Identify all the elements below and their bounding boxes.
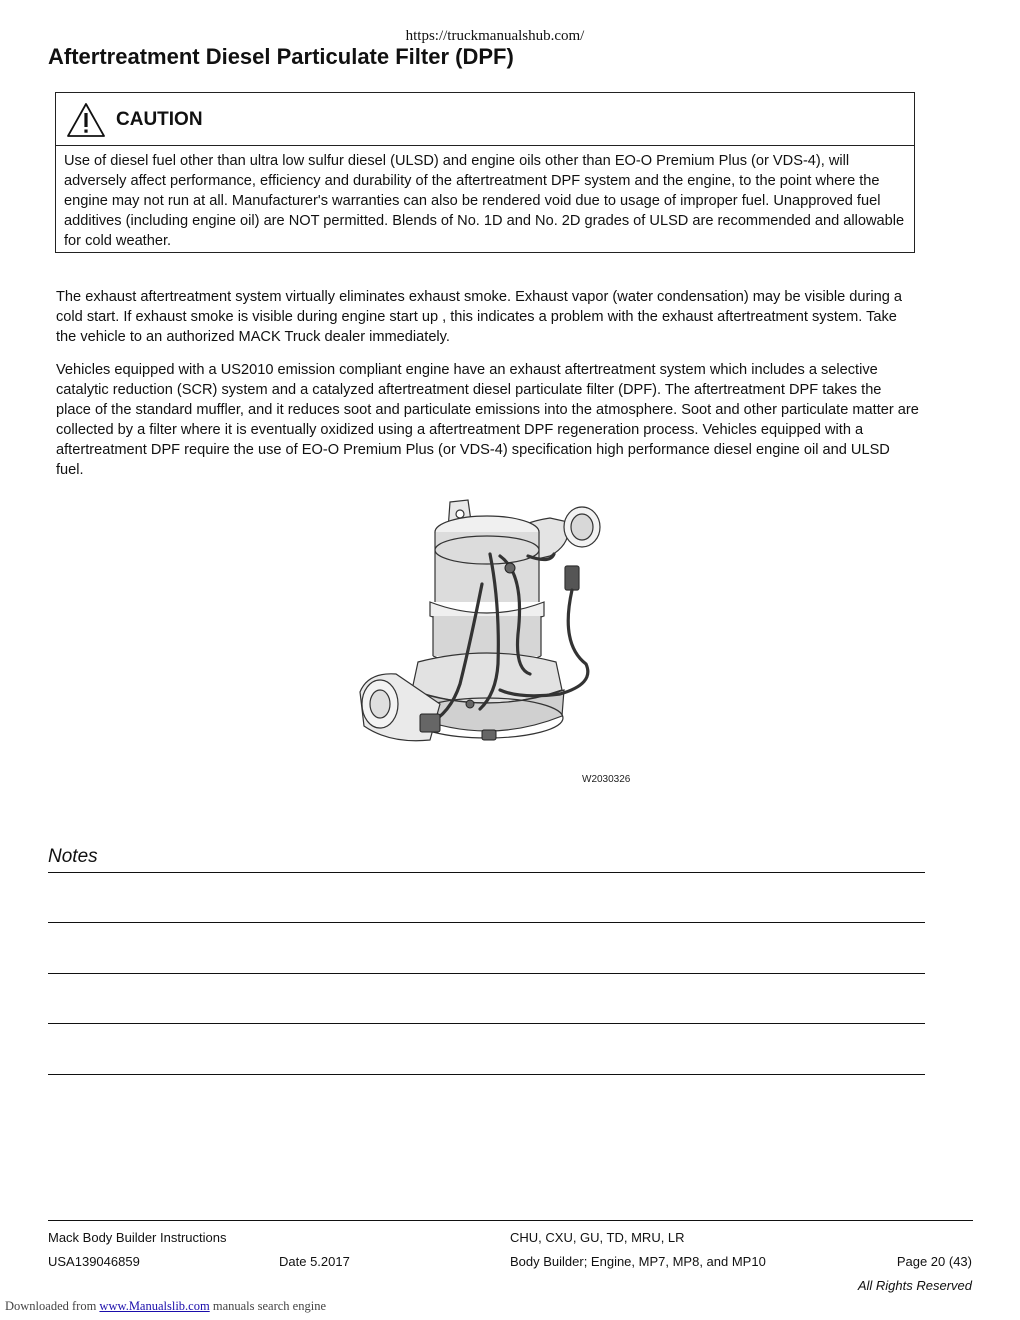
caution-text: Use of diesel fuel other than ultra low sulfur diesel (ULSD) and engine oils other than EO-O Premium Plus (or VDS-4), will adversely affect performance, efficiency and durability of the aftertreatment DPF system and the engine, to the point where the engine may not run at all. Manufacturer's warranties can also be rendered void due to usage of improper fuel. Unapproved fuel additives (including engine oil) are NOT permitted. Blends of No. 1D and No. 2D grades of ULSD are recommended and allowable for cold weather. <box>64 153 905 249</box>
notes-line <box>48 1074 925 1075</box>
download-suffix: manuals search engine <box>209 1299 326 1313</box>
footer-doc-title: Mack Body Builder Instructions <box>48 1230 227 1245</box>
footer-models: CHU, CXU, GU, TD, MRU, LR <box>510 1230 685 1245</box>
notes-line <box>48 872 925 873</box>
footer-rights: All Rights Reserved <box>857 1278 972 1293</box>
notes-line <box>48 922 925 923</box>
footer-date: Date 5.2017 <box>279 1254 350 1269</box>
manualslib-link[interactable]: www.Manualslib.com <box>99 1299 210 1313</box>
footer-rule <box>48 1220 973 1221</box>
watermark-url: https://truckmanualshub.com/ <box>405 28 585 44</box>
footer-subject: Body Builder; Engine, MP7, MP8, and MP10 <box>510 1254 766 1269</box>
notes-title: Notes <box>48 846 98 867</box>
page-title: Aftertreatment Diesel Particulate Filter (DPF) <box>48 44 514 69</box>
figure-id: W2030326 <box>582 774 631 785</box>
footer-page-number: Page 20 (43) <box>896 1254 972 1269</box>
download-prefix: Downloaded from <box>5 1299 100 1313</box>
dpf-illustration <box>350 494 610 764</box>
download-notice <box>5 1299 326 1314</box>
paragraph-us2010-system: Vehicles equipped with a US2010 emission compliant engine have an exhaust aftertreatment system which includes a selective catalytic reduction (SCR) system and a catalyzed aftertreatment diesel particulate filter (DPF). The aftertreatment DPF takes the place of the standard muffler, and it reduces soot and particulate emissions into the atmosphere. Soot and other particulate matter are collected by a filter where it is eventually oxidized using a aftertreatment DPF regeneration process. Vehicles equipped with a aftertreatment DPF require the use of EO-O Premium Plus (or VDS-4) specification high performance diesel engine oil and ULSD fuel. <box>56 362 919 478</box>
warning-triangle-icon <box>66 102 106 138</box>
footer-doc-number: USA139046859 <box>48 1254 140 1269</box>
caution-box <box>55 92 915 253</box>
notes-line <box>48 1023 925 1024</box>
caution-header <box>56 93 914 146</box>
caution-label: CAUTION <box>116 109 203 130</box>
paragraph-exhaust-smoke: The exhaust aftertreatment system virtually eliminates exhaust smoke. Exhaust vapor (water condensation) may be visible during a cold start. If exhaust smoke is visible during engine start up , this indicates a problem with the exhaust aftertreatment system. Take the vehicle to an authorized MACK Truck dealer immediately. <box>56 289 903 345</box>
notes-line <box>48 973 925 974</box>
